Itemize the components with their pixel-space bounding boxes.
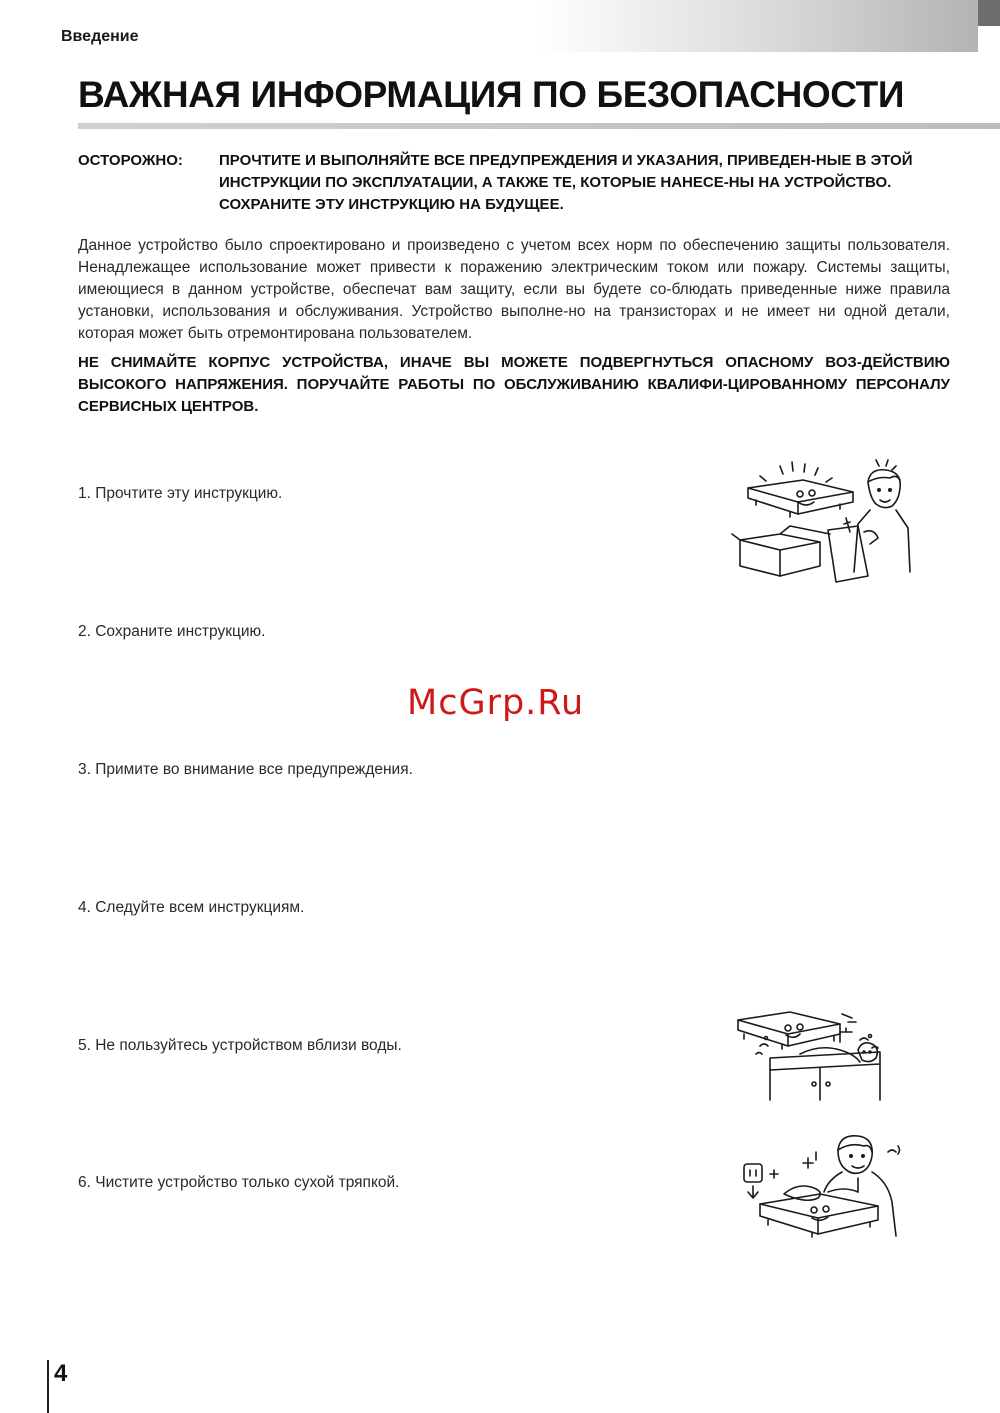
instruction-item-1: 1. Прочтите эту инструкцию. bbox=[78, 485, 283, 502]
page-title: ВАЖНАЯ ИНФОРМАЦИЯ ПО БЕЗОПАСНОСТИ bbox=[78, 74, 905, 115]
caution-text: ПРОЧТИТЕ И ВЫПОЛНЯЙТЕ ВСЕ ПРЕДУПРЕЖДЕНИЯ И УКАЗАНИЯ, ПРИВЕДЕН-НЫЕ В ЭТОЙ ИНСТРУКЦИИ ПО ЭКСПЛУАТАЦИИ, А ТАКЖЕ ТЕ, КОТОРЫЕ НАНЕСЕ-НЫ НА УСТРОЙСТВО. СОХРАНИТЕ ЭТУ ИНСТРУКЦИЮ НА БУДУЩЕЕ. bbox=[219, 152, 913, 213]
page-number: 4 bbox=[54, 1360, 68, 1387]
top-gradient-bar bbox=[0, 0, 978, 52]
device-near-water-illustration bbox=[730, 1008, 895, 1103]
instruction-item-4: 4. Следуйте всем инструкциям. bbox=[78, 899, 305, 916]
watermark: McGrp.Ru bbox=[407, 683, 585, 723]
section-label: Введение bbox=[61, 28, 139, 45]
title-rule bbox=[78, 123, 1000, 129]
top-corner-block bbox=[978, 0, 1000, 26]
caution-block bbox=[78, 150, 958, 216]
instruction-item-6: 6. Чистите устройство только сухой тряпкой. bbox=[78, 1174, 400, 1191]
warning-paragraph: НЕ СНИМАЙТЕ КОРПУС УСТРОЙСТВА, ИНАЧЕ ВЫ МОЖЕТЕ ПОДВЕРГНУТЬСЯ ОПАСНОМУ ВОЗ-ДЕЙСТВИЮ ВЫСОКОГО НАПРЯЖЕНИЯ. ПОРУЧАЙТЕ РАБОТЫ ПО ОБСЛУЖИВАНИЮ КВАЛИФИ-ЦИРОВАННОМУ ПЕРСОНАЛУ СЕРВИСНЫХ ЦЕНТРОВ. bbox=[78, 354, 950, 415]
reading-manual-illustration bbox=[728, 458, 913, 583]
cleaning-device-illustration bbox=[738, 1130, 913, 1245]
instruction-item-2: 2. Сохраните инструкцию. bbox=[78, 623, 266, 640]
instruction-item-5: 5. Не пользуйтесь устройством вблизи воды. bbox=[78, 1037, 402, 1054]
caution-label: ОСТОРОЖНО: bbox=[78, 152, 183, 169]
page-number-rule bbox=[47, 1360, 49, 1413]
intro-paragraph: Данное устройство было спроектировано и произведено с учетом всех норм по обеспечению защиты пользователя. Ненадлежащее использование может привести к поражению электрическим током или пожару. Системы защиты, имеющиеся в данном устройстве, обеспечат вам защиту, если вы будете со-блюдать приведенные ниже правила установки, использования и обслуживания. Устройство выполне-но на транзисторах и не имеет ни одной детали, которая может быть отремонтирована пользователем. bbox=[78, 237, 950, 342]
instruction-item-3: 3. Примите во внимание все предупреждения. bbox=[78, 761, 413, 778]
